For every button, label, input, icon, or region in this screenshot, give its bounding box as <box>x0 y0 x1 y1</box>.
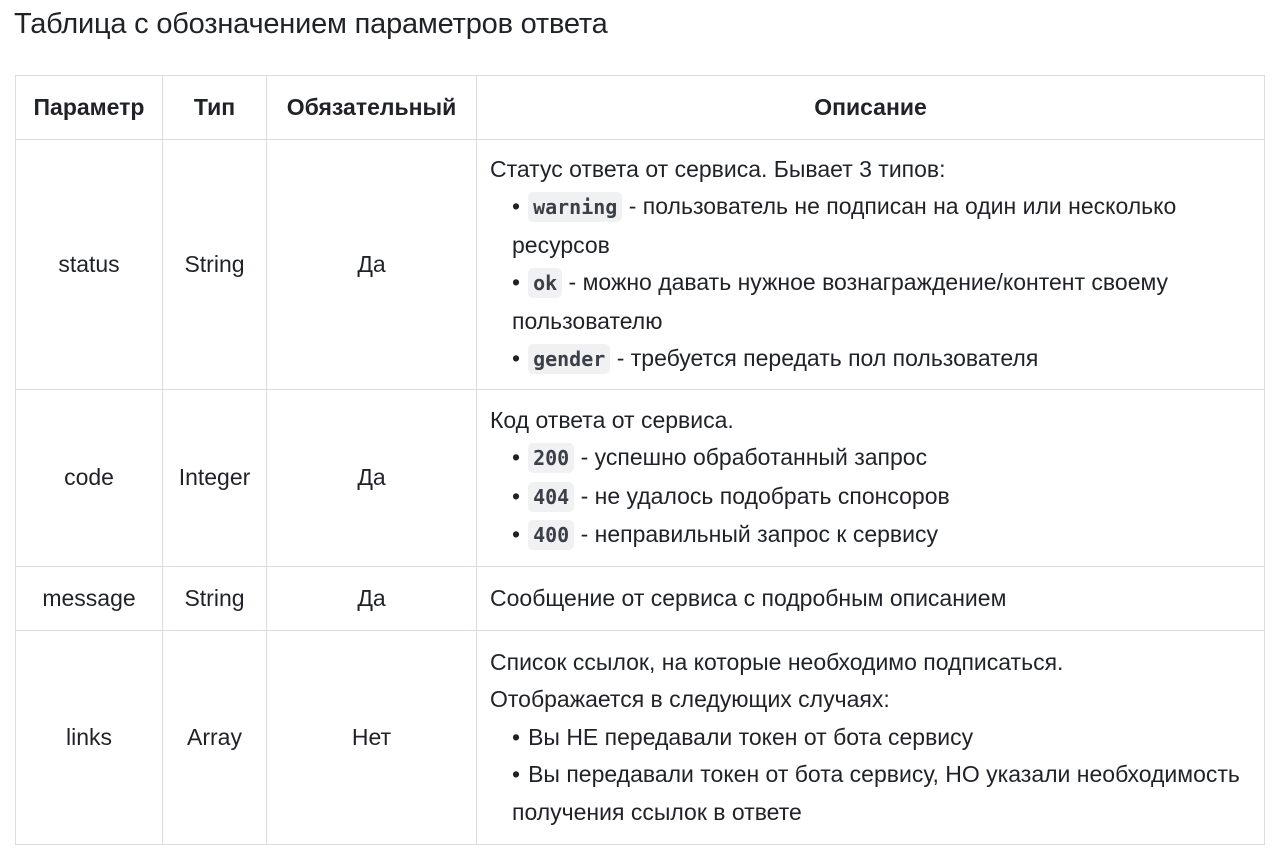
cell-type: String <box>163 140 267 390</box>
code-value: warning <box>528 192 622 222</box>
list-item <box>490 340 1250 379</box>
item-text: - неправильный запрос к сервису <box>574 521 938 547</box>
bullet: • <box>512 482 521 509</box>
item-text: Вы передавали токен от бота сервису, НО указали необходимость получения ссылок в ответе <box>512 761 1240 825</box>
cell-required: Да <box>267 140 477 390</box>
list-item <box>490 478 1250 517</box>
cell-description <box>477 631 1265 845</box>
cell-type: Integer <box>163 390 267 567</box>
table-row <box>16 140 1265 390</box>
list-item <box>490 719 1250 757</box>
item-text: - требуется передать пол пользователя <box>610 345 1039 371</box>
column-header-required: Обязательный <box>267 76 477 140</box>
list-item <box>490 756 1250 831</box>
table-row <box>16 631 1265 845</box>
table-header-row <box>16 76 1265 140</box>
cell-type: Array <box>163 631 267 845</box>
item-text: - можно давать нужное вознаграждение/контент своему пользователю <box>512 269 1169 334</box>
bullet: • <box>512 761 521 788</box>
cell-required: Да <box>267 567 477 631</box>
bullet: • <box>512 193 521 219</box>
cell-type: String <box>163 567 267 631</box>
description-intro: Список ссылок, на которые необходимо подписаться. <box>490 648 1064 675</box>
code-value: 200 <box>528 443 574 473</box>
code-value: 404 <box>528 482 574 512</box>
cell-required: Нет <box>267 631 477 845</box>
description-intro: Сообщение от сервиса с подробным описанием <box>490 584 1007 611</box>
cell-required: Да <box>267 390 477 567</box>
page-title: Таблица с обозначением параметров ответа <box>14 8 608 40</box>
bullet: • <box>512 444 521 470</box>
description-intro: Код ответа от сервиса. <box>490 406 734 433</box>
cell-param: status <box>16 140 163 390</box>
cell-param: links <box>16 631 163 845</box>
description-intro: Статус ответа от сервиса. Бывает 3 типов: <box>490 155 946 182</box>
table-row <box>16 567 1265 631</box>
table-row <box>16 390 1265 567</box>
bullet: • <box>512 269 521 295</box>
response-params-table <box>15 75 1265 845</box>
description-intro: Отображается в следующих случаях: <box>490 686 890 713</box>
bullet: • <box>512 521 521 547</box>
bullet: • <box>512 723 521 750</box>
code-value: gender <box>528 344 610 374</box>
code-value: 400 <box>528 520 574 550</box>
list-item <box>490 439 1250 478</box>
cell-param: message <box>16 567 163 631</box>
item-text: - успешно обработанный запрос <box>574 444 928 470</box>
code-value: ok <box>528 268 562 298</box>
list-item <box>490 264 1250 340</box>
cell-description <box>477 140 1265 390</box>
item-text: Вы НЕ передавали токен от бота сервису <box>528 723 974 750</box>
bullet: • <box>512 345 521 371</box>
cell-param: code <box>16 390 163 567</box>
list-item <box>490 188 1250 264</box>
column-header-param: Параметр <box>16 76 163 140</box>
list-item <box>490 516 1250 555</box>
cell-description <box>477 390 1265 567</box>
cell-description <box>477 567 1265 631</box>
item-text: - пользователь не подписан на один или несколько ресурсов <box>512 193 1177 258</box>
column-header-description: Описание <box>477 76 1265 140</box>
item-text: - не удалось подобрать спонсоров <box>574 482 950 509</box>
response-params-table-wrapper <box>15 75 1265 845</box>
column-header-type: Тип <box>163 76 267 140</box>
